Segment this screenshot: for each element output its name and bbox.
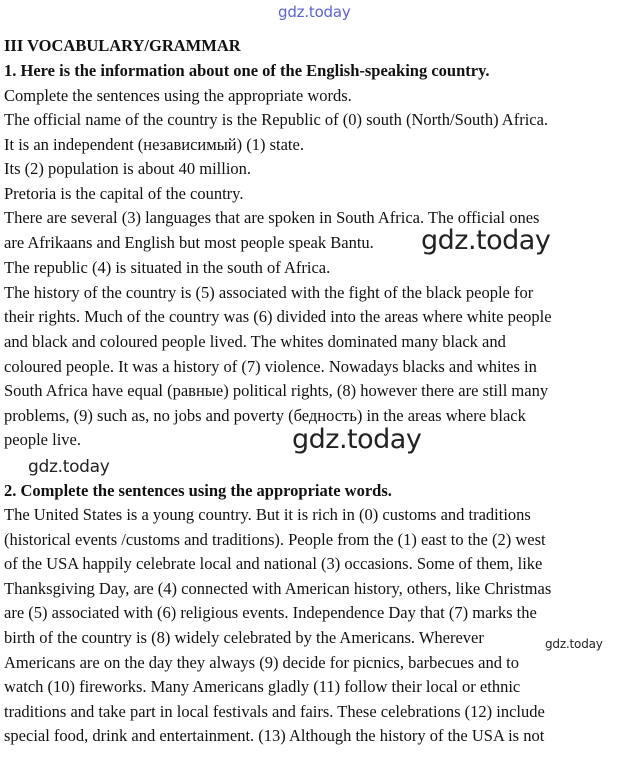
text-line: coloured people. It was a history of (7) violence. Nowadays blacks and whites in <box>4 357 537 376</box>
text-line: The official name of the country is the Republic of (0) south (North/South) Africa. <box>4 110 549 129</box>
text-line: of the USA happily celebrate local and national (3) occasions. Some of them, like <box>4 554 543 573</box>
text-line: (historical events /customs and traditions). People from the (1) east to the (2) west <box>4 530 546 549</box>
text-line: traditions and take part in local festivals and fairs. These celebrations (12) include <box>4 702 545 721</box>
text-line: There are several (3) languages that are spoken in South Africa. The official ones <box>4 208 540 227</box>
watermark-top: gdz.today <box>278 3 351 21</box>
text-line: birth of the country is (8) widely celebrated by the Americans. Wherever <box>4 628 484 647</box>
text-line: Pretoria is the capital of the country. <box>4 184 244 203</box>
section-title: III VOCABULARY/GRAMMAR <box>4 36 241 55</box>
watermark: gdz.today <box>28 457 110 477</box>
text-line: special food, drink and entertainment. (13) Although the history of the USA is not <box>4 726 545 745</box>
text-line: The republic (4) is situated in the south of Africa. <box>4 258 331 277</box>
text-line: people live. <box>4 430 81 449</box>
text-line: are (5) associated with (6) religious events. Independence Day that (7) marks the <box>4 603 537 622</box>
text-line: Its (2) population is about 40 million. <box>4 159 252 178</box>
text-line: The United States is a young country. But it is rich in (0) customs and traditions <box>4 505 531 524</box>
text-line: and black and coloured people lived. The whites dominated many black and <box>4 332 506 351</box>
text-line: Thanksgiving Day, are (4) connected with American history, others, like Christmas <box>4 579 552 598</box>
text-line: Complete the sentences using the appropriate words. <box>4 86 352 105</box>
exercise1-title: 1. Here is the information about one of the English-speaking country. <box>4 61 490 80</box>
text-line: The history of the country is (5) associated with the fight of the black people for <box>4 283 534 302</box>
exercise2-title: 2. Complete the sentences using the appropriate words. <box>4 481 392 500</box>
watermark: gdz.today <box>421 225 551 256</box>
text-line: problems, (9) such as, no jobs and poverty (бедность) in the areas where black <box>4 406 526 425</box>
text-line: watch (10) fireworks. Many Americans gladly (11) follow their local or ethnic <box>4 677 521 696</box>
text-line: It is an independent (независимый) (1) state. <box>4 135 304 154</box>
text-line: are Afrikaans and English but most people speak Bantu. <box>4 233 374 252</box>
text-line: their rights. Much of the country was (6) divided into the areas where white people <box>4 307 552 326</box>
text-line: South Africa have equal (равные) political rights, (8) however there are still many <box>4 381 549 400</box>
watermark: gdz.today <box>545 637 603 651</box>
text-line: Americans are on the day they always (9) decide for picnics, barbecues and to <box>4 653 519 672</box>
watermark: gdz.today <box>292 424 422 455</box>
